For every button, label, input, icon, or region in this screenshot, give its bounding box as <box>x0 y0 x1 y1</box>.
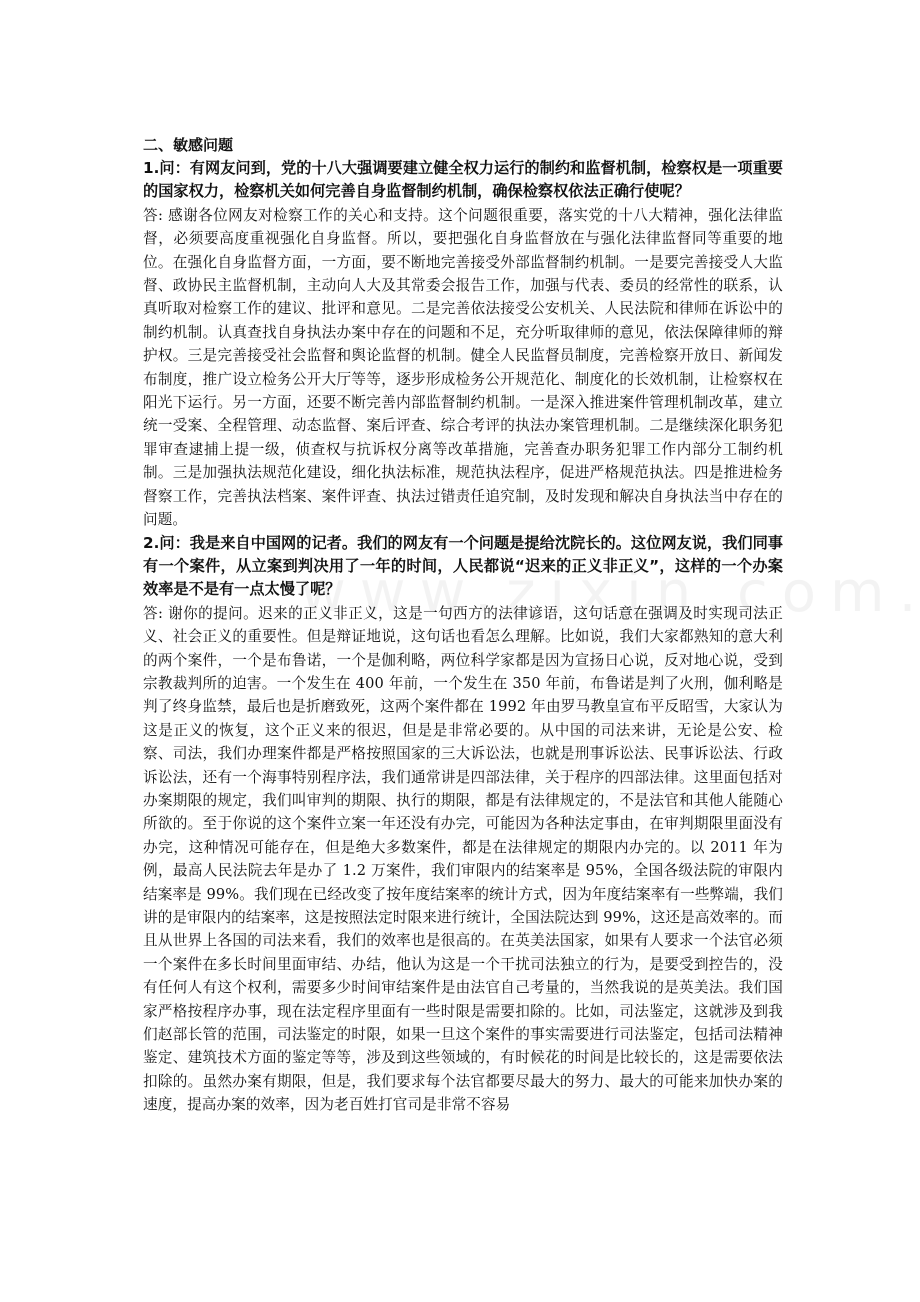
question-2: 2.问：我是来自中国网的记者。我们的网友有一个问题是提给沈院长的。这位网友说，我们同事有一个案件，从立案到判决用了一年的时间，人民都说“迟来的正义非正义”，这样的一个办案效率是不是有一点太慢了呢？ <box>143 533 783 599</box>
answer-2: 答: 谢你的提问。迟来的正义非正义，这是一句西方的法律谚语，这句话意在强调及时实现司法正义、社会正义的重要性。但是辩证地说，这句话也看怎么理解。比如说，我们大家都熟知的意大利的两个案件，一个是布鲁诺，一个是伽利略，两位科学家都是因为宣扬日心说，反对地心说，受到宗教裁判所的迫害。一个发生在 400 年前，一个发生在 350 年前，布鲁诺是判了火刑，伽利略是判了终身监禁，最后也是折磨致死，这两个案件都在 1992 年由罗马教皇宣布平反昭雪，大家认为这是正义的恢复，这个正义来的很迟，但是是非常必要的。从中国的司法来讲，无论是公安、检察、司法，我们办理案件都是严格按照国家的三大诉讼法，也就是刑事诉讼法、民事诉讼法、行政诉讼法，还有一个海事特别程序法，我们通常讲是四部法律，关于程序的四部法律。这里面包括对办案期限的规定，我们叫审判的期限、执行的期限，都是有法律规定的，不是法官和其他人能随心所欲的。至于你说的这个案件立案一年还没有办完，可能因为各种法定事由，在审判期限里面没有办完，这种情况可能存在，但是绝大多数案件，都是在法律规定的期限内办完的。以 2011 年为例，最高人民法院去年是办了 1.2 万案件，我们审限内的结案率是 95%，全国各级法院的审限内结案率是 99%。我们现在已经改变了按年度结案率的统计方式，因为年度结案率有一些弊端，我们讲的是审限内的结案率，这是按照法定时限来进行统计，全国法院达到 99%，这还是高效率的。而且从世界上各国的司法来看，我们的效率也是很高的。在英美法国家，如果有人要求一个法官必须一个案件在多长时间里面审结、办结，他认为这是一个干扰司法独立的行为，是要受到控告的，没有任何人有这个权利，需要多少时间审结案件是由法官自己考量的，当然我说的是英美法。我们国家严格按程序办事，现在法定程序里面有一些时限是需要扣除的。比如，司法鉴定，这就涉及到我们赵部长管的范围，司法鉴定的时限，如果一旦这个案件的事实需要进行司法鉴定，包括司法精神鉴定、建筑技术方面的鉴定等等，涉及到这些领域的，有时候花的时间是比较长的，这是需要依法扣除的。虽然办案有期限，但是，我们要求每个法官都要尽最大的努力、最大的可能来加快办案的速度，提高办案的效率，因为老百姓打官司是非常不容易 <box>143 604 783 1114</box>
answer-1: 答: 感谢各位网友对检察工作的关心和支持。这个问题很重要，落实党的十八大精神，强化法律监督，必须要高度重视强化自身监督。所以，要把强化自身监督放在与强化法律监督同等重要的地位。在强化自身监督方面，一方面，要不断地完善接受外部监督制约机制。一是要完善接受人大监督、政协民主监督机制，主动向人大及其常委会报告工作，加强与代表、委员的经常性的联系，认真听取对检察工作的建议、批评和意见。二是完善依法接受公安机关、人民法院和律师在诉讼中的制约机制。认真查找自身执法办案中存在的问题和不足，充分听取律师的意见，依法保障律师的辩护权。三是完善接受社会监督和舆论监督的机制。健全人民监督员制度，完善检察开放日、新闻发布制度，推广设立检务公开大厅等等，逐步形成检务公开规范化、制度化的长效机制，让检察权在阳光下运行。另一方面，还要不断完善内部监督制约机制。一是深入推进案件管理机制改革，建立统一受案、全程管理、动态监督、案后评查、综合考评的执法办案管理机制。二是继续深化职务犯罪审查逮捕上提一级，侦查权与抗诉权分离等改革措施，完善查办职务犯罪工作内部分工制约机制。三是加强执法规范化建设，细化执法标准，规范执法程序，促进严格规范执法。四是推进检务督察工作，完善执法档案、案件评查、执法过错责任追究制，及时发现和解决自身执法当中存在的问题。 <box>143 206 783 529</box>
question-1: 1.问：有网友问到，党的十八大强调要建立健全权力运行的制约和监督机制，检察权是一项重要的国家权力，检察机关如何完善自身监督制约机制，确保检察权依法正确行使呢？ <box>143 159 783 201</box>
section-title: 二、敏感问题 <box>143 136 234 154</box>
qa-item-2 <box>143 532 783 1117</box>
document-page <box>143 134 783 1117</box>
qa-item-1 <box>143 157 783 532</box>
